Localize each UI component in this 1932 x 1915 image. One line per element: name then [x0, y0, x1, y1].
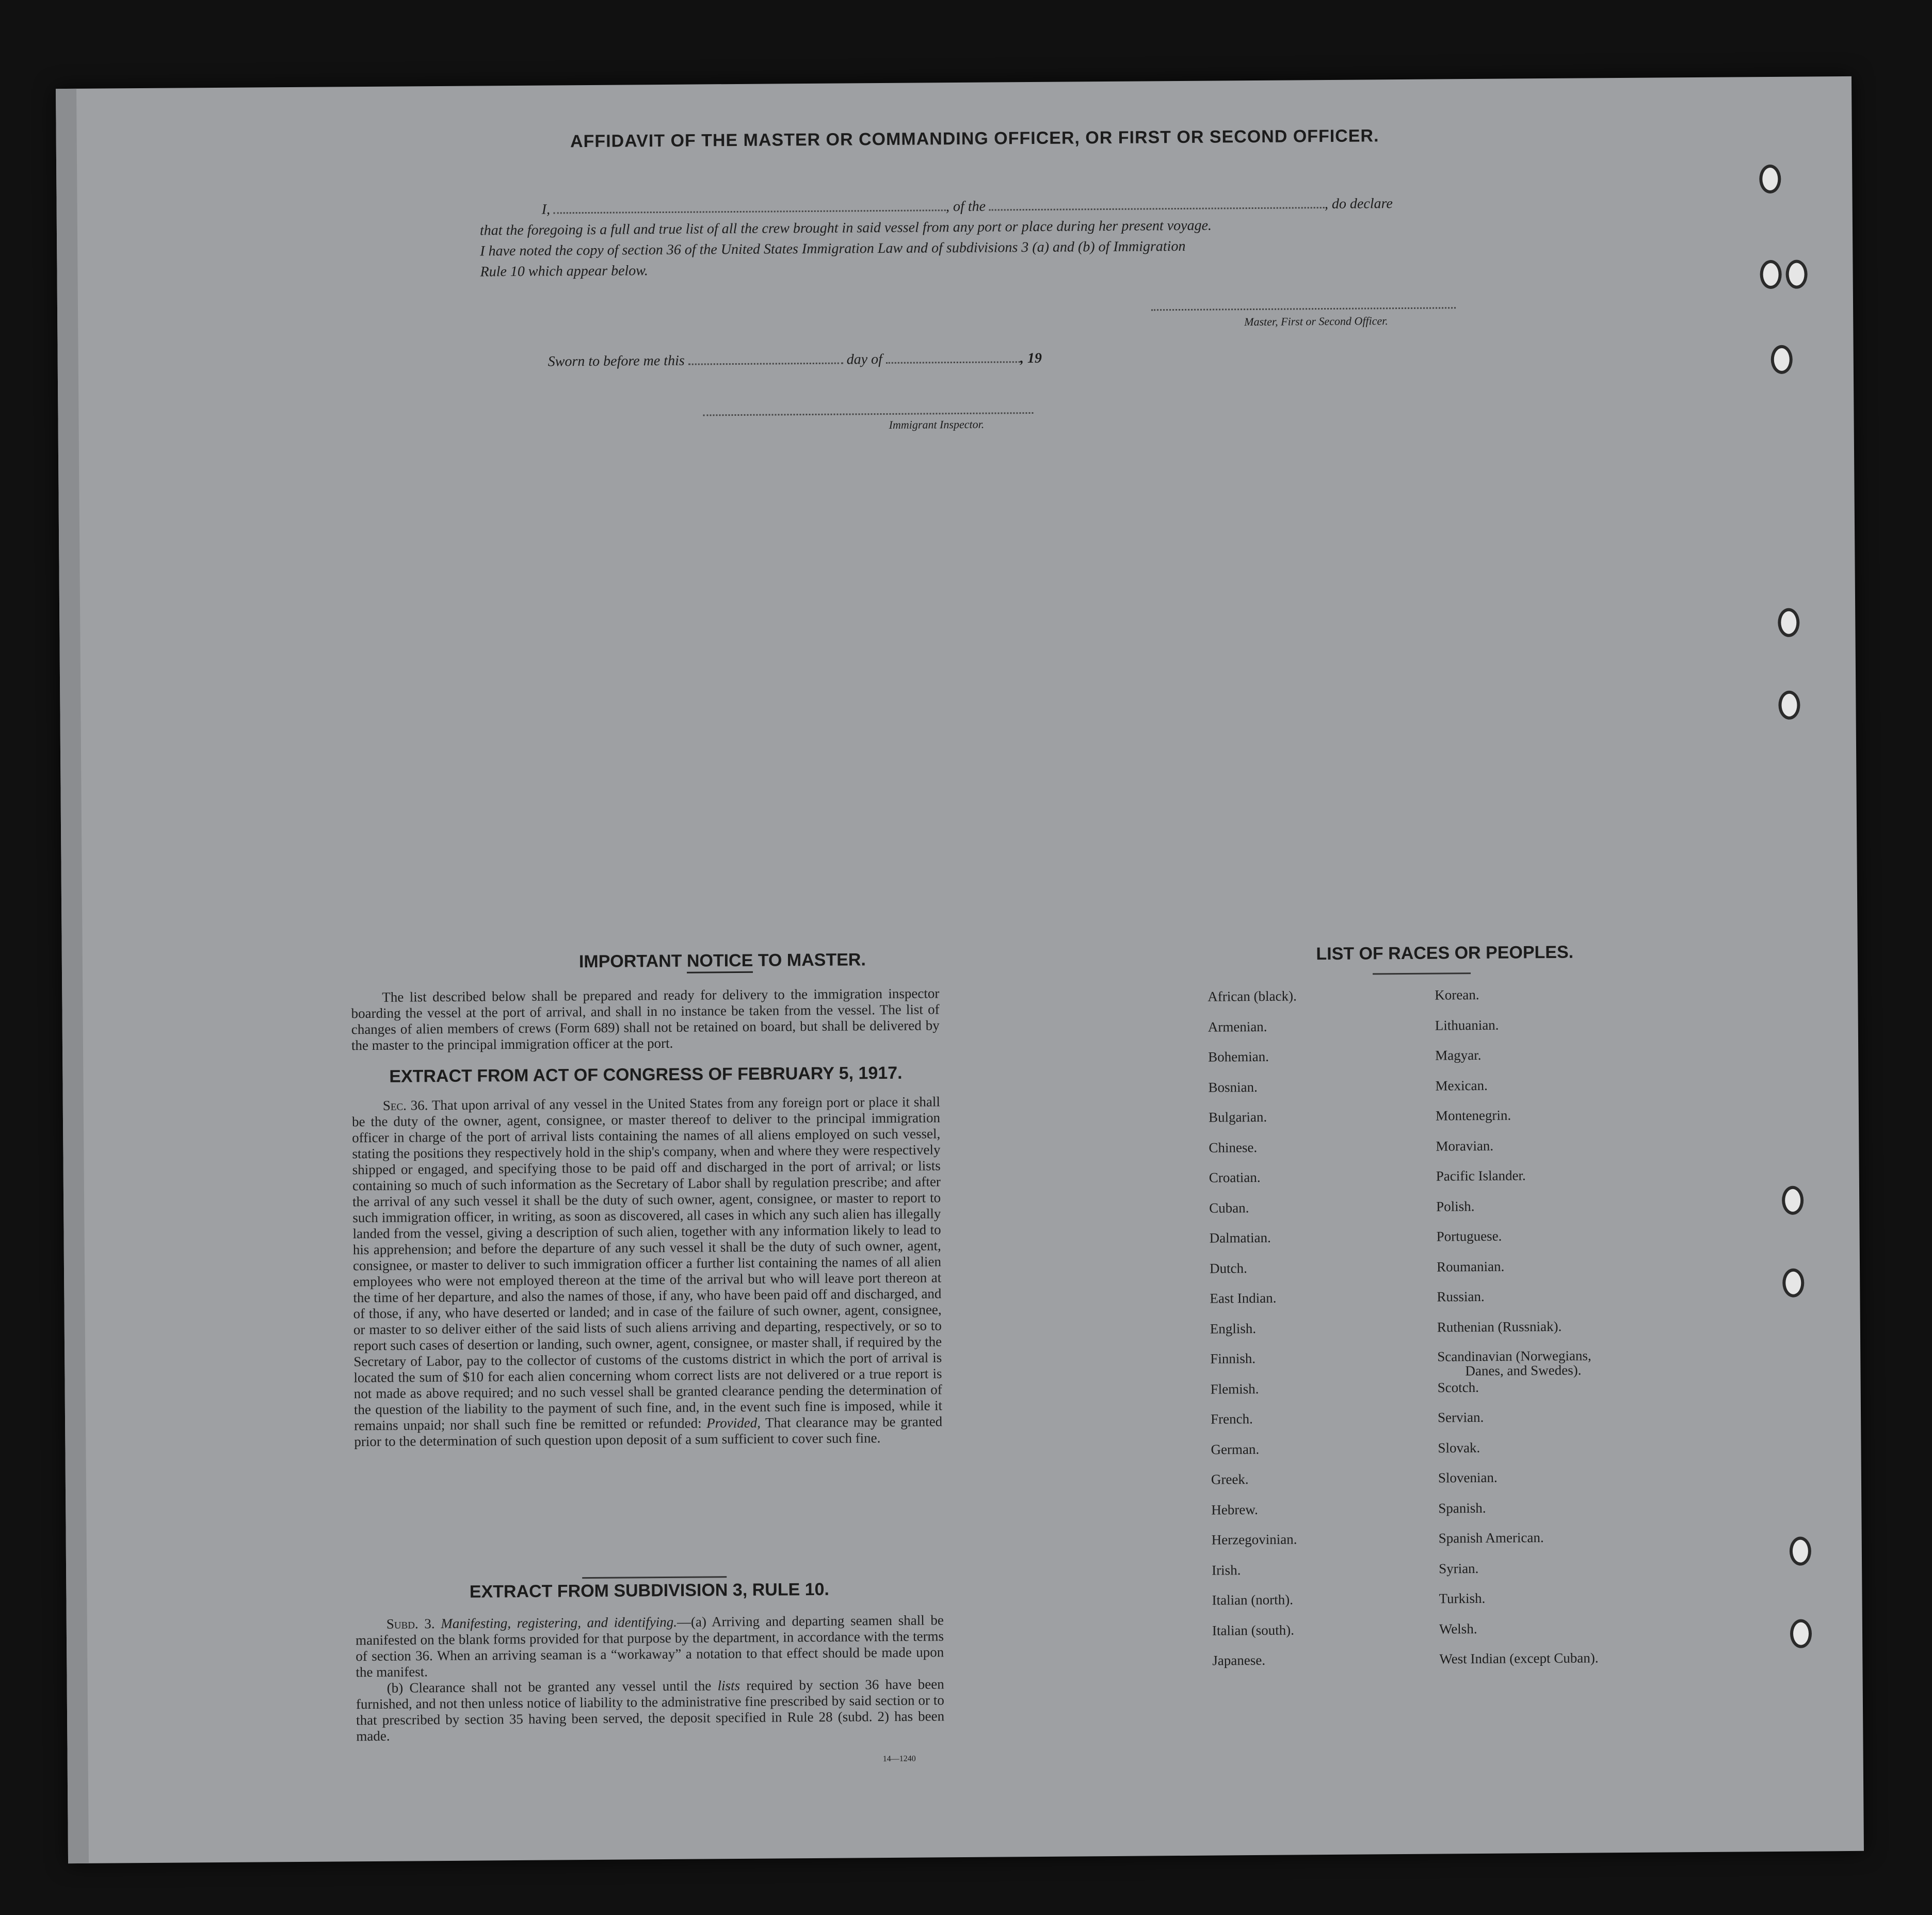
race-name: Russian.	[1437, 1288, 1485, 1305]
race-item	[1439, 1650, 1599, 1681]
race-item	[1439, 1620, 1599, 1651]
race-name: Welsh.	[1439, 1620, 1477, 1637]
race-name: Hebrew.	[1211, 1501, 1258, 1518]
race-name: Greek.	[1211, 1471, 1249, 1487]
race-name: West Indian (except Cuban).	[1439, 1650, 1599, 1667]
race-name: German.	[1211, 1441, 1260, 1457]
provided-word: Provided,	[706, 1415, 761, 1431]
sworn-text: Sworn to before me this	[548, 352, 685, 370]
race-item	[1210, 1229, 1299, 1260]
race-name: Japanese.	[1212, 1652, 1266, 1668]
race-item	[1212, 1562, 1301, 1593]
race-name: Scotch.	[1437, 1379, 1479, 1395]
race-item	[1208, 988, 1297, 1019]
race-item	[1210, 1260, 1299, 1291]
sworn-line	[548, 350, 1042, 370]
race-item	[1209, 1169, 1298, 1200]
race-name: Irish.	[1212, 1562, 1241, 1578]
race-item	[1437, 1258, 1596, 1289]
race-name: Dutch.	[1209, 1260, 1247, 1276]
race-item	[1437, 1288, 1596, 1319]
notice-paragraph	[351, 985, 940, 1053]
race-name: Turkish.	[1439, 1590, 1486, 1606]
race-name: Portuguese.	[1436, 1228, 1502, 1244]
race-item	[1438, 1469, 1598, 1500]
race-name: Spanish American.	[1438, 1530, 1544, 1546]
punch-hole	[1782, 1186, 1804, 1215]
race-name: Bulgarian.	[1208, 1109, 1267, 1125]
punch-hole	[1759, 165, 1781, 193]
master-name-blank	[554, 209, 946, 214]
race-item	[1439, 1560, 1598, 1591]
inspector-signature-blank	[703, 412, 1033, 416]
notice-title-underlined: NOTICE	[687, 951, 753, 973]
notice-title-post: TO MASTER.	[758, 950, 866, 970]
race-name-continuation: Danes, and Swedes).	[1465, 1362, 1582, 1379]
race-name: Slovak.	[1438, 1439, 1480, 1456]
subd-label: Subd. 3.	[386, 1616, 435, 1632]
race-item	[1438, 1439, 1597, 1470]
race-name: Syrian.	[1439, 1560, 1479, 1577]
race-name: Roumanian.	[1436, 1258, 1505, 1275]
manifest-page	[56, 76, 1864, 1863]
affidavit-of-the: , of the	[945, 198, 986, 215]
race-name: Italian (north).	[1212, 1592, 1294, 1608]
race-name: Pacific Islander.	[1436, 1167, 1526, 1184]
affidavit-line-3: I have noted the copy of section 36 of the United States Immigration Law and of subdivisions 3 (a) and (b) of Immigration	[480, 238, 1186, 259]
year-text: , 19	[1020, 350, 1042, 367]
race-name: French.	[1210, 1411, 1253, 1427]
punch-hole	[1782, 1269, 1804, 1297]
race-item	[1211, 1381, 1300, 1411]
race-item	[1211, 1471, 1300, 1502]
race-item	[1211, 1501, 1300, 1532]
race-name: East Indian.	[1210, 1290, 1277, 1306]
inspector-caption: Immigrant Inspector.	[889, 417, 985, 431]
race-item	[1211, 1441, 1300, 1472]
race-name: English.	[1210, 1320, 1257, 1337]
race-name: Bosnian.	[1208, 1079, 1258, 1095]
race-item	[1436, 1167, 1596, 1198]
section-36-body-end: That clearance may be granted prior to the determination of such question upon deposit of a sum sufficient to cover such fine.	[354, 1414, 943, 1450]
race-name: Montenegrin.	[1435, 1107, 1511, 1124]
race-item	[1438, 1378, 1597, 1410]
race-item	[1435, 1016, 1595, 1048]
race-name: Magyar.	[1435, 1047, 1482, 1063]
notice-title-pre: IMPORTANT	[578, 951, 682, 972]
race-item	[1436, 1137, 1595, 1169]
race-item	[1208, 1079, 1297, 1110]
punch-hole	[1778, 608, 1799, 637]
subd-b-pre: (b) Clearance shall not be granted any vessel until the	[387, 1678, 712, 1696]
race-name: Croatian.	[1209, 1169, 1261, 1186]
extract-act-title: EXTRACT FROM ACT OF CONGRESS OF FEBRUARY 5, 1917.	[389, 1063, 903, 1086]
punch-hole	[1785, 260, 1807, 289]
race-name: African (black).	[1208, 988, 1297, 1004]
race-item	[1208, 1048, 1297, 1079]
race-item	[1435, 1077, 1595, 1108]
race-item	[1437, 1348, 1597, 1380]
affidavit-i-prefix: I,	[541, 201, 551, 218]
race-name: Flemish.	[1210, 1381, 1259, 1397]
race-item	[1211, 1410, 1300, 1441]
punch-hole	[1771, 345, 1793, 374]
race-item	[1210, 1290, 1299, 1321]
race-name: Scandinavian (Norwegians,	[1437, 1348, 1591, 1365]
subd-b-post: required by section 36 have been furnished, and not then unless notice of liability to the administrative fine prescribed by said section or to that prescribed by section 35 having been served, the deposit specified in Rule 28 (subd. 2) has been made.	[356, 1676, 945, 1744]
races-title-rule	[1373, 972, 1471, 975]
subdivision-3-paragraph	[356, 1612, 945, 1744]
race-item	[1438, 1499, 1598, 1531]
race-item	[1209, 1199, 1298, 1230]
race-name: Italian (south).	[1212, 1622, 1295, 1638]
subd-b-lists: lists	[717, 1678, 740, 1694]
race-name: Lithuanian.	[1435, 1017, 1499, 1033]
races-left-column	[1208, 988, 1301, 1683]
punch-hole	[1790, 1619, 1812, 1648]
master-signature-caption: Master, First or Second Officer.	[1244, 314, 1388, 329]
race-item	[1212, 1652, 1301, 1683]
race-item	[1436, 1107, 1595, 1138]
race-name: Slovenian.	[1438, 1469, 1498, 1486]
race-name: Mexican.	[1435, 1077, 1488, 1094]
race-name: Moravian.	[1436, 1138, 1494, 1154]
page-edge	[56, 89, 89, 1863]
race-name: Finnish.	[1210, 1351, 1256, 1367]
notice-text: The list described below shall be prepared and ready for delivery to the immigration inspector boarding the vessel at the port of arrival, and shall in no instance be taken from the vessel. The list of changes of alien members of crews (Form 689) shall not be retained on board, but shall be delivered by the master to the principal immigration officer at the port.	[351, 985, 940, 1053]
race-item	[1437, 1227, 1596, 1259]
race-item	[1208, 1018, 1297, 1049]
race-item	[1210, 1320, 1299, 1351]
sworn-day-blank	[688, 363, 843, 365]
race-item	[1210, 1350, 1299, 1381]
affidavit-line-4: Rule 10 which appear below.	[480, 263, 648, 280]
races-title: LIST OF RACES OR PEOPLES.	[1316, 942, 1574, 964]
race-item	[1439, 1529, 1598, 1561]
race-item	[1212, 1622, 1301, 1653]
sworn-month-blank	[886, 361, 1020, 364]
race-name: Ruthenian (Russniak).	[1437, 1318, 1562, 1335]
race-name: Servian.	[1437, 1409, 1484, 1425]
race-name: Dalmatian.	[1209, 1229, 1271, 1246]
race-item	[1435, 986, 1594, 1017]
race-name: Chinese.	[1209, 1139, 1258, 1156]
section-36-text	[352, 1094, 943, 1450]
race-name: Bohemian.	[1208, 1048, 1269, 1065]
subd-a-body: —(a) Arriving and departing seamen shall be manifested on the blank forms provided for that purpose by the department, in accordance with the terms of section 36. When an arriving seaman is a “workaway” a notation to that effect should be made upon the manifest.	[355, 1612, 944, 1680]
subd-a-text	[356, 1612, 944, 1680]
section-divider	[582, 1576, 727, 1579]
day-of-text: day of	[846, 351, 883, 368]
race-item	[1439, 1589, 1598, 1621]
affidavit-do-declare: , do declare	[1324, 196, 1393, 213]
subd-b-text	[356, 1676, 945, 1744]
race-name: Armenian.	[1208, 1018, 1267, 1035]
affidavit-declaration-line	[542, 196, 1393, 218]
vessel-name-blank	[989, 207, 1325, 211]
races-right-column	[1435, 986, 1599, 1681]
race-item	[1209, 1109, 1298, 1140]
form-number: 14—1240	[882, 1754, 916, 1764]
race-item	[1438, 1408, 1597, 1440]
section-36-paragraph	[352, 1094, 943, 1450]
race-name: Cuban.	[1209, 1199, 1249, 1216]
race-item	[1212, 1592, 1301, 1622]
race-name: Herzegovinian.	[1211, 1531, 1297, 1548]
affidavit-title: AFFIDAVIT OF THE MASTER OR COMMANDING OFFICER, OR FIRST OR SECOND OFFICER.	[570, 126, 1379, 152]
race-item	[1437, 1318, 1597, 1350]
race-item	[1436, 1197, 1596, 1229]
race-item	[1209, 1139, 1298, 1170]
section-36-body: That upon arrival of any vessel in the United States from any foreign port or place it shall be the duty of the owner, agent, consignee, or master thereof to deliver to the principal immigration officer in charge of the port of arrival lists containing the names of all aliens employed on such vessel, stating the positions they respectively hold in the ship's company, when and where they were respectively shipped or engaged, and specifying those to be paid off and discharged in the port of arrival; or lists containing so much of such information as the Secretary of Labor shall by regulation prescribe; and after the arrival of any such vessel it shall be the duty of such owner, agent, consignee, or master to report to such immigration officer, in writing, as soon as discovered, all cases in which any such alien has illegally landed from the vessel, giving a description of such alien, together with any information likely to lead to his apprehension; and before the departure of any such vessel it shall be the duty of such owner, agent, consignee, or master to deliver to such immigration officer a further list containing the names of all alien employees who were not employed thereon at the time of the arrival but who will leave port thereon at the time of her departure, and also the names of those, if any, who have been paid off and discharged, and of those, if any, who have deserted or landed; and in case of the failure of such owner, agent, consignee, or master to so deliver either of the said lists of such aliens arriving and departing, respectively, or so to report such cases of desertion or landing, such owner, agent, consignee, or master shall, if required by the Secretary of Labor, pay to the collector of customs of the customs district in which the port of arrival is located the sum of $10 for each alien concerning whom correct lists are not delivered or a true report is not made as above required; and no such vessel shall be granted clearance pending the determination of the question of the liability to the payment of such fine, and, in the event such fine is imposed, while it remains unpaid; nor shall such fine be remitted or refunded:	[351, 1094, 942, 1434]
extract-rule-title: EXTRACT FROM SUBDIVISION 3, RULE 10.	[469, 1579, 830, 1602]
punch-hole	[1790, 1537, 1811, 1566]
race-name: Polish.	[1436, 1198, 1475, 1214]
race-name: Korean.	[1435, 986, 1479, 1003]
race-item	[1435, 1046, 1595, 1078]
punch-hole	[1760, 260, 1781, 289]
master-signature-blank	[1151, 307, 1456, 311]
punch-hole	[1778, 691, 1800, 720]
affidavit-line-2: that the foregoing is a full and true list of all the crew brought in said vessel from any port or place during her present voyage.	[479, 217, 1212, 239]
notice-title	[464, 949, 980, 973]
section-36-label: Sec. 36.	[382, 1097, 428, 1113]
race-item	[1212, 1531, 1301, 1562]
race-name: Spanish.	[1438, 1500, 1486, 1516]
subd-heading: Manifesting, registering, and identifying.	[441, 1614, 678, 1632]
